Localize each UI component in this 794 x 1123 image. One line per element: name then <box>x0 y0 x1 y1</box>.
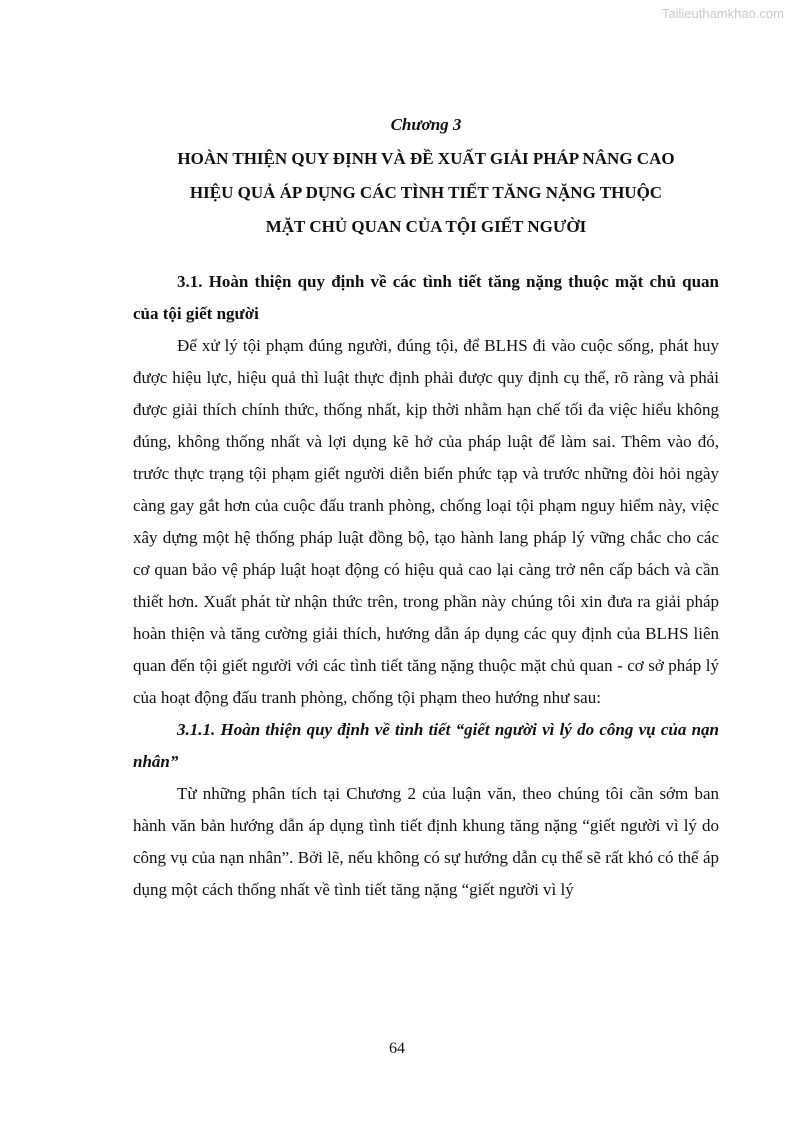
subsection-paragraph: Từ những phân tích tại Chương 2 của luận văn, theo chúng tôi cần sớm ban hành văn bản hướng dẫn áp dụng tình tiết định khung tăng nặng “giết người vì lý do công vụ của nạn nhân”. Bởi lẽ, nếu không có sự hướng dẫn cụ thể sẽ rất khó có thể áp dụng một cách thống nhất về tình tiết tăng nặng “giết người vì lý <box>133 784 719 899</box>
page-number: 64 <box>389 1040 405 1057</box>
subsection-heading: 3.1.1. Hoàn thiện quy định về tình tiết “giết người vì lý do công vụ của nạn nhân” <box>133 720 719 771</box>
section-heading: 3.1. Hoàn thiện quy định về các tình tiết tăng nặng thuộc mặt chủ quan của tội giết người <box>133 272 719 323</box>
watermark: Tailieuthamkhao.com <box>661 6 784 21</box>
section-paragraph: Để xử lý tội phạm đúng người, đúng tội, để BLHS đi vào cuộc sống, phát huy được hiệu lực, hiệu quả thì luật thực định phải được quy định cụ thể, rõ ràng và phải được giải thích chính thức, thống nhất, kịp thời nhằm hạn chế tối đa việc hiểu không đúng, không thống nhất và lợi dụng kẽ hở của pháp luật để làm sai. Thêm vào đó, trước thực trạng tội phạm giết người diễn biến phức tạp và trước những đòi hỏi ngày càng gay gắt hơn của cuộc đấu tranh phòng, chống loại tội phạm nguy hiểm này, việc xây dựng một hệ thống pháp luật đồng bộ, tạo hành lang pháp lý vững chắc cho các cơ quan bảo vệ pháp luật hoạt động có hiệu quả cao lại càng trở nên cấp bách và cần thiết hơn. Xuất phát từ nhận thức trên, trong phần này chúng tôi xin đưa ra giải pháp hoàn thiện và tăng cường giải thích, hướng dẫn áp dụng các quy định của BLHS liên quan đến tội giết người với các tình tiết tăng nặng thuộc mặt chủ quan - cơ sở pháp lý của hoạt động đấu tranh phòng, chống tội phạm theo hướng như sau: <box>133 336 719 707</box>
chapter-title-line-3: MẶT CHỦ QUAN CỦA TỘI GIẾT NGƯỜI <box>265 217 587 236</box>
chapter-title-line-2: HIỆU QUẢ ÁP DỤNG CÁC TÌNH TIẾT TĂNG NẶNG THUỘC <box>189 183 663 202</box>
chapter-title-line-1: HOÀN THIỆN QUY ĐỊNH VÀ ĐỀ XUẤT GIẢI PHÁP NÂNG CAO <box>177 149 675 168</box>
chapter-label: Chương 3 <box>390 115 462 134</box>
document-page <box>133 108 719 906</box>
